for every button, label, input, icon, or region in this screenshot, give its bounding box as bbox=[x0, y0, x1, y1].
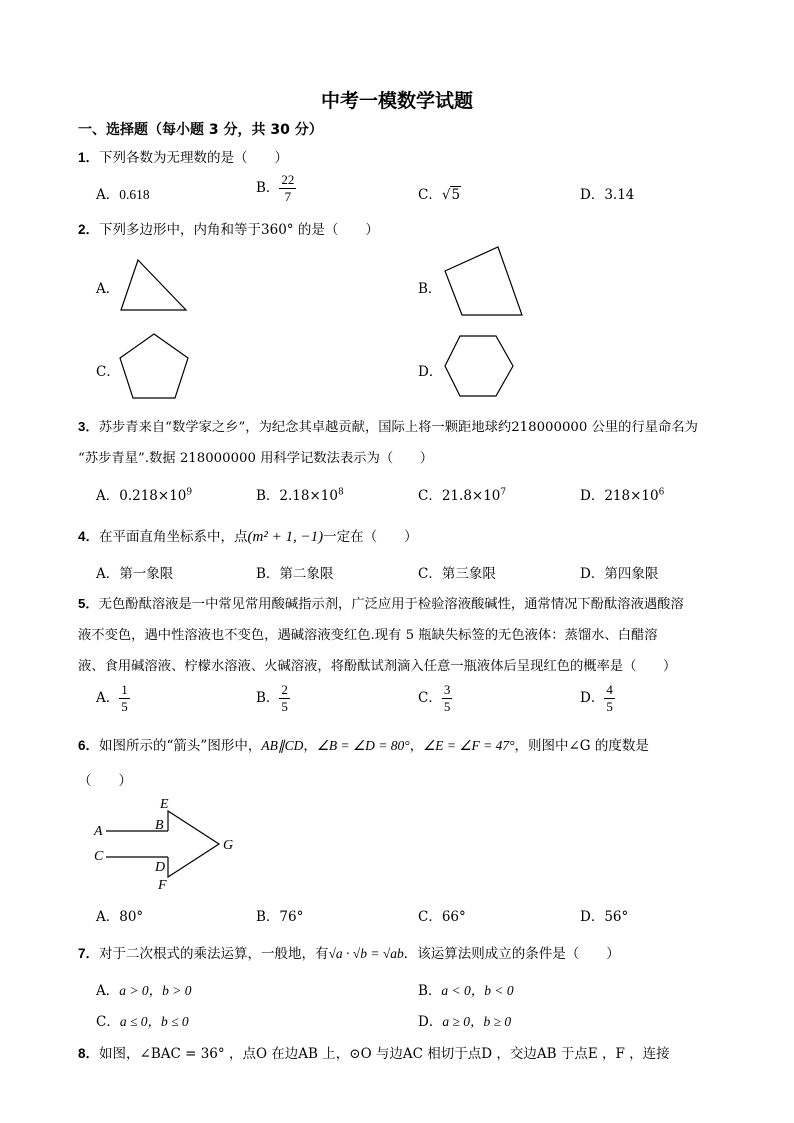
q5-option-d: D． $\frac{4}{5}$ bbox=[580, 682, 613, 714]
q7-option-c: C．a ≤ 0，b ≤ 0 bbox=[96, 1014, 189, 1030]
q6-option-d: D．56° bbox=[580, 909, 629, 925]
q7-option-d: D．a ≥ 0，b ≥ 0 bbox=[418, 1014, 512, 1030]
q3-option-b: B．$2.18\times 10^8$ bbox=[256, 487, 344, 504]
q7-option-a: A．a > 0，b > 0 bbox=[96, 983, 192, 999]
question-5-line-2: 液不变色，遇中性溶液也不变色，遇碱溶液变红色.现有 5 瓶缺失标签的无色液体：蒸馏水、白醋溶 bbox=[78, 628, 658, 643]
q4-option-c: C．第三象限 bbox=[418, 566, 496, 582]
label-c: C bbox=[94, 849, 104, 864]
question-3-line-2: “苏步青星”.数据 218000000 用科学记数法表示为（ ） bbox=[78, 451, 434, 466]
question-text: 苏步青来自“数学家之乡”，为纪念其卓越贡献，国际上将一颗距地球约218000000 公里的行星命名为 bbox=[98, 420, 698, 435]
q3-option-a: A．$0.218\times 10^9$ bbox=[96, 487, 193, 504]
q2-option-b: B． bbox=[418, 281, 442, 297]
q5-option-b: B． $\frac{2}{5}$ bbox=[256, 682, 288, 714]
q6-option-c: C．66° bbox=[418, 909, 466, 925]
q2-option-c: C． bbox=[96, 364, 120, 380]
question-8-stem bbox=[78, 1042, 670, 1062]
question-6-paren: （ ） bbox=[78, 773, 132, 789]
question-7-stem: 7．对于二次根式的乘法运算，一般地，有√a · √b = √ab．该运算法则成立的条件是（ ） bbox=[78, 946, 620, 962]
question-number: 6． bbox=[78, 738, 100, 753]
question-text: 如图，∠BAC = 36° ，点O 在边AB 上，⊙O 与边AC 相切于点D ，交边AB 于点E ，F ，连接 bbox=[99, 1046, 670, 1062]
question-1-stem bbox=[78, 146, 288, 166]
q3-option-c: C．$21.8\times 10^7$ bbox=[418, 487, 507, 504]
question-3-line-1 bbox=[78, 416, 698, 435]
q2-option-a: A． bbox=[96, 281, 120, 297]
q1-option-a: A．0.618 bbox=[96, 187, 150, 203]
pentagon-icon bbox=[118, 332, 190, 400]
q6-option-b: B．76° bbox=[256, 909, 304, 925]
q5-option-c: C． $\frac{3}{5}$ bbox=[418, 682, 451, 714]
sqrt-formula: √a · √b = √ab bbox=[328, 946, 404, 961]
q7-option-b: B．a < 0，b < 0 bbox=[418, 983, 514, 999]
q1-option-c: C．√5 bbox=[418, 187, 461, 203]
question-2-stem bbox=[78, 218, 379, 238]
q3-option-d: D．$218\times 10^6$ bbox=[580, 487, 665, 504]
sqrt-icon: √5 bbox=[441, 187, 461, 203]
label-d: D bbox=[155, 860, 166, 875]
hexagon-icon bbox=[443, 334, 515, 398]
question-number: 7． bbox=[78, 946, 100, 961]
q6-option-a: A．80° bbox=[96, 909, 144, 925]
question-5-line-1 bbox=[78, 593, 684, 612]
q1-option-d: D．3.14 bbox=[580, 187, 635, 203]
triangle-icon bbox=[118, 258, 190, 312]
question-text: 下列各数为无理数的是（ ） bbox=[99, 150, 289, 166]
question-number: 5． bbox=[78, 596, 99, 611]
question-text: 下列多边形中，内角和等于360° 的是（ ） bbox=[99, 222, 379, 238]
q1-option-b: B． $\frac{22}{7}$ bbox=[256, 172, 295, 204]
label-f: F bbox=[158, 878, 167, 893]
arrow-figure bbox=[92, 792, 252, 894]
question-6-stem: 6．如图所示的“箭头”图形中，AB∥CD，∠B = ∠D = 80°，∠E = ∠F = 47°，则图中∠G 的度数是 bbox=[78, 738, 649, 754]
question-number: 1． bbox=[78, 150, 100, 165]
label-a: A bbox=[94, 824, 103, 839]
question-5-line-3: 液、食用碱溶液、柠檬水溶液、火碱溶液，将酚酞试剂滴入任意一瓶液体后呈现红色的概率是（ ） bbox=[78, 659, 677, 674]
section-heading: 一、选择题（每小题 3 分，共 30 分） bbox=[78, 122, 323, 138]
question-number: 4． bbox=[78, 529, 100, 544]
question-number: 2． bbox=[78, 222, 100, 237]
question-number: 8． bbox=[78, 1046, 100, 1061]
q4-option-a: A．第一象限 bbox=[96, 566, 174, 582]
q2-option-d: D． bbox=[418, 364, 443, 380]
label-e: E bbox=[160, 797, 169, 812]
q4-option-b: B．第二象限 bbox=[256, 566, 334, 582]
question-number: 3． bbox=[78, 419, 99, 434]
question-text: 无色酚酞溶液是一中常见常用酸碱指示剂，广泛应用于检验溶液酸碱性，通常情况下酚酞溶液遇酸溶 bbox=[98, 597, 684, 612]
label-g: G bbox=[223, 838, 234, 853]
label-b: B bbox=[155, 818, 164, 833]
question-4-stem: 4．在平面直角坐标系中，点(m² + 1, −1)一定在（ ） bbox=[78, 529, 418, 545]
quadrilateral-icon bbox=[442, 244, 526, 318]
q4-option-d: D．第四象限 bbox=[580, 566, 659, 582]
page-title: 中考一模数学试题 bbox=[320, 90, 473, 112]
q5-option-a: A． $\frac{1}{5}$ bbox=[96, 682, 128, 714]
point-expression: (m² + 1, −1) bbox=[247, 529, 324, 545]
